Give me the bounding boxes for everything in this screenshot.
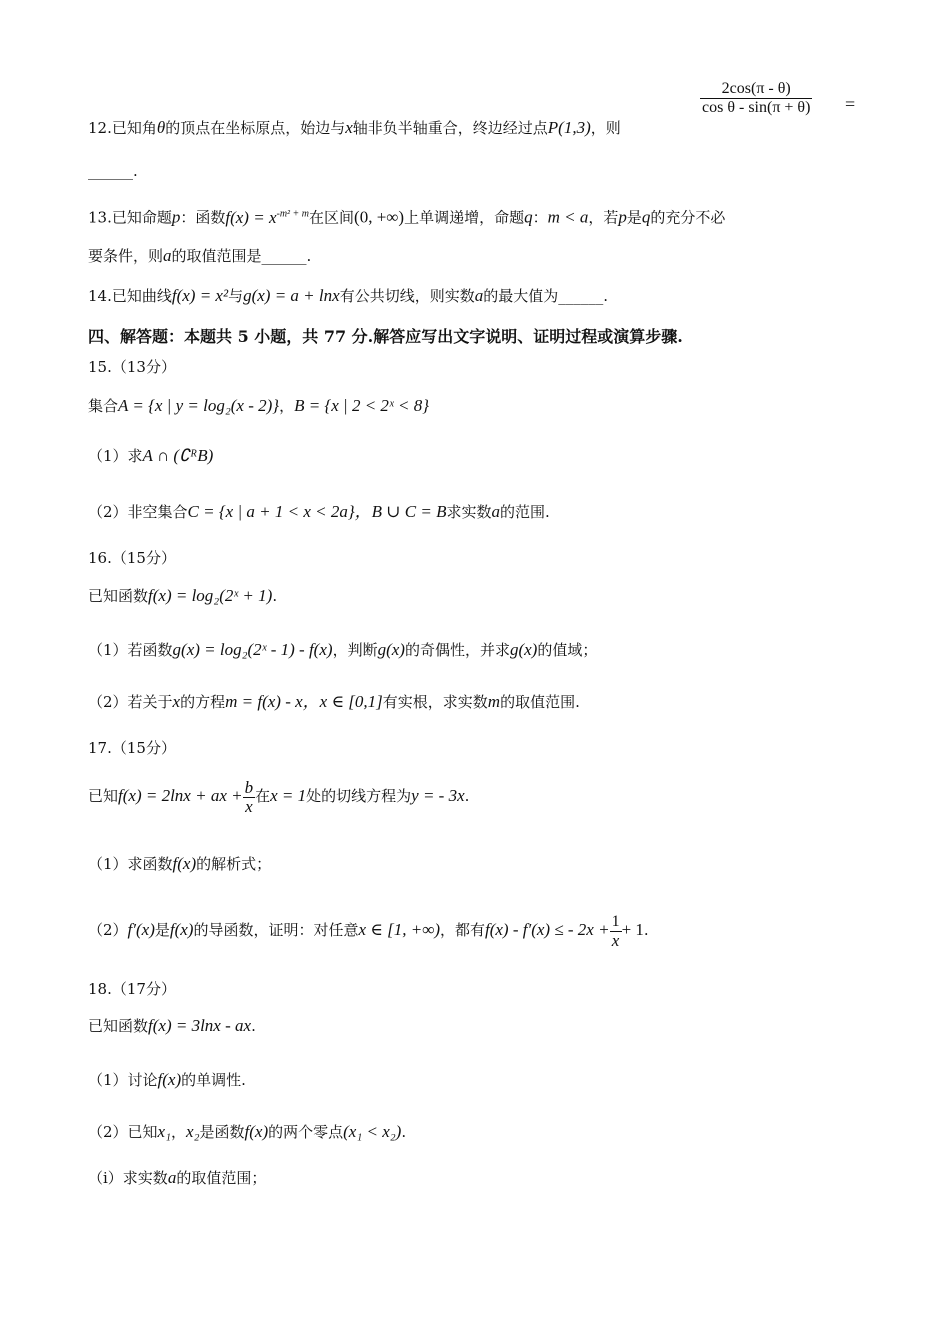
- q15-intro: [88, 396, 870, 416]
- q16-part1: [88, 640, 870, 660]
- q16-p2-range: ，x ∈ [0,1]: [302, 692, 383, 711]
- q18-intro-text: 已知函数: [88, 1017, 149, 1035]
- q17-p2-f: f(x): [169, 920, 194, 939]
- q16-p2-x: x: [172, 692, 181, 711]
- q18-p2-text: 是函数: [199, 1123, 245, 1141]
- q17-tangent: y = - 3x: [411, 786, 465, 805]
- q15-p2-cond: ，B ∪ C = B: [354, 502, 447, 521]
- q18-p2-f: f(x): [244, 1122, 269, 1141]
- q12-point: P(1,3): [547, 118, 591, 137]
- q17-x1: x = 1: [270, 786, 307, 805]
- q13-text-d: 上单调递增，命题: [404, 208, 525, 227]
- q13-line2-b: 的取值范围是______.: [171, 247, 312, 265]
- q17-p2-ineq: f(x) - f′(x) ≤ - 2x +: [485, 920, 610, 939]
- q15-part2: [88, 502, 870, 522]
- q13-p: p: [171, 207, 181, 227]
- q17-p2-text: 是: [154, 921, 170, 939]
- q17-intro-text: 已知: [88, 787, 119, 805]
- q16-p2-text: 的方程: [180, 693, 226, 711]
- q17-fraction: [243, 779, 256, 816]
- q14-f: f(x) = x²: [171, 286, 229, 305]
- q18-p2-text2: 的两个零点: [268, 1123, 344, 1141]
- q17-func: f(x) = 2lnx + ax +: [118, 786, 243, 805]
- q17-p2-text2: 的导函数，证明：对任意: [193, 921, 359, 939]
- q18-a: a: [167, 1168, 177, 1187]
- q14-a: a: [474, 286, 484, 305]
- q15-intro-text: 集合: [88, 397, 119, 415]
- q13-func-base: f(x) = x: [225, 207, 277, 227]
- q13-text-c: 在区间: [309, 208, 355, 227]
- q16-p2-end: 的取值范围.: [500, 693, 580, 711]
- q13-interval: (0, +∞): [354, 207, 405, 227]
- q13-q: q: [524, 207, 533, 227]
- q12-frac-num: 2cos(π - θ): [700, 80, 812, 99]
- q18-dot: .: [251, 1017, 256, 1035]
- q13-text-e: ：: [532, 208, 548, 227]
- q14-text-c: 有公共切线，则实数: [339, 287, 475, 305]
- q17-p1-f: f(x): [172, 854, 197, 873]
- q17-p1-end: 的解析式；: [196, 855, 272, 873]
- q16-func: f(x) = log₂(2ˣ + 1): [148, 586, 273, 605]
- q16-p1-text3: 的值域；: [537, 641, 598, 659]
- q16-p1-label: （1）若函数: [88, 641, 173, 659]
- q17-p1-label: （1）求函数: [88, 855, 173, 873]
- q13-line2-a: 要条件，则: [88, 247, 164, 265]
- q12-x: x: [345, 118, 353, 137]
- q14-g: g(x) = a + lnx: [243, 286, 340, 305]
- q16-intro: [88, 586, 870, 606]
- q18-sep: ，: [171, 1123, 187, 1141]
- q16-p2-eq: m = f(x) - x: [225, 692, 303, 711]
- q17-p2-frac-num: 1: [611, 912, 620, 930]
- q17-p2-frac-den: x: [611, 930, 620, 950]
- q17-p2-label: （2）: [88, 921, 128, 939]
- q15-header: 15.（13分）: [88, 358, 176, 376]
- q15-p2-end: 的范围.: [499, 503, 550, 521]
- q12-text-c: 轴非负半轴重合，终边经过点: [352, 119, 548, 137]
- q18-x1: x₁: [157, 1122, 172, 1141]
- q14-text-d: 的最大值为______.: [483, 287, 608, 305]
- q15-p2-text: 求实数: [446, 503, 492, 521]
- q17-p2-fraction: [610, 913, 622, 950]
- q15-p1-label: （1）求: [88, 447, 143, 465]
- q13-text-h: 的充分不必: [650, 208, 726, 227]
- q16-p1-text: ，判断: [332, 641, 378, 659]
- q13-text-g: 是: [626, 208, 642, 227]
- q12-line1: [88, 118, 870, 138]
- q17-text-b: 处的切线方程为: [306, 787, 412, 805]
- q13-func-exp: -m² + m: [276, 208, 310, 219]
- q17-frac-num: b: [244, 777, 254, 797]
- q16-p2-text2: 有实根，求实数: [382, 693, 488, 711]
- q17-text-at: 在: [255, 787, 271, 805]
- q16-p1-g3: g(x): [509, 640, 538, 659]
- q16-p1-g2: g(x): [377, 640, 405, 659]
- q18-pi-end: 的取值范围；: [176, 1169, 267, 1187]
- q12-equals: =: [845, 94, 856, 114]
- q16-part2: [88, 692, 870, 712]
- q18-p2-end: .: [401, 1123, 407, 1141]
- q17-header: 17.（15分）: [88, 739, 176, 757]
- q12-text: 12.已知角: [88, 119, 157, 137]
- q13-text-b: ：函数: [180, 208, 226, 227]
- q15-set-a: A = {x | y = log₂(x - 2)}: [118, 396, 280, 415]
- q14-line: [88, 286, 870, 306]
- q17-p2-plus: + 1: [621, 920, 644, 939]
- q13-line2: [88, 246, 870, 266]
- section-heading: 四、解答题：本题共 5 小题，共 77 分.解答应写出文字说明、证明过程或演算步骤.: [88, 327, 683, 346]
- q13-line1: [88, 204, 870, 228]
- q18-p1-f: f(x): [157, 1070, 182, 1089]
- q15-part1: [88, 446, 870, 466]
- q13-text-a: 13.已知命题: [88, 208, 172, 227]
- q18-intro: [88, 1016, 870, 1036]
- q17-part1: [88, 854, 870, 874]
- q18-p1-label: （1）讨论: [88, 1071, 158, 1089]
- q12-fraction: [700, 80, 812, 117]
- q17-p2-range: x ∈ [1, +∞): [358, 920, 440, 939]
- q15-p2-label: （2）非空集合: [88, 503, 188, 521]
- q18-p2-cond: (x₁ < x₂): [343, 1122, 402, 1141]
- q15-set-b: B = {x | 2 < 2ˣ < 8}: [294, 396, 429, 415]
- q18-p2-label: （2）已知: [88, 1123, 158, 1141]
- q18-func: f(x) = 3lnx - ax: [148, 1016, 252, 1035]
- q18-p1-end: 的单调性.: [181, 1071, 246, 1089]
- q17-part2: [88, 910, 870, 950]
- q12-text-b: 的顶点在坐标原点，始边与: [165, 119, 346, 137]
- q12-frac-den: cos θ - sin(π + θ): [702, 99, 811, 116]
- q16-dot: .: [272, 587, 278, 605]
- q13-p2: p: [618, 207, 627, 227]
- q14-text-b: 与: [228, 287, 244, 305]
- q16-p1-text2: 的奇偶性，并求: [404, 641, 510, 659]
- q18-header: 18.（17分）: [88, 980, 176, 998]
- q13-func: [225, 208, 309, 227]
- q16-p2-m: m: [487, 692, 501, 711]
- q13-q2: q: [641, 207, 651, 227]
- q16-p1-g: g(x) = log₂(2ˣ - 1) - f(x): [172, 640, 333, 659]
- q17-p2-end: .: [643, 921, 649, 939]
- q14-text-a: 14.已知曲线: [88, 287, 172, 305]
- q17-dot: .: [464, 787, 470, 805]
- q13-cond: m < a: [547, 207, 589, 227]
- q15-a: a: [491, 502, 500, 521]
- q18-x2: x₂: [186, 1122, 200, 1141]
- q13-text-f: ，若: [588, 208, 619, 227]
- q18-part1: [88, 1070, 870, 1090]
- q16-intro-text: 已知函数: [88, 587, 149, 605]
- q17-frac-den: x: [245, 796, 253, 816]
- q18-pi-label: （i）求实数: [88, 1169, 168, 1187]
- q18-part2: [88, 1122, 870, 1142]
- q13-a: a: [163, 246, 172, 265]
- q15-comma: ，: [279, 397, 295, 415]
- q17-intro: [88, 776, 870, 816]
- q17-p2-text3: ，都有: [439, 921, 485, 939]
- q18-part-i: [88, 1168, 870, 1188]
- q17-p2-fp: f′(x): [127, 920, 155, 939]
- q15-p2-set-c: C = {x | a + 1 < x < 2a}: [187, 502, 355, 521]
- q12-text-d: ，则: [590, 119, 621, 137]
- q16-p2-label: （2）若关于: [88, 693, 173, 711]
- q12-theta: θ: [156, 118, 166, 137]
- q16-header: 16.（15分）: [88, 549, 176, 567]
- q12-answer-blank: ______.: [88, 162, 138, 180]
- q15-p1-expr: A ∩ (∁ᴿB): [142, 446, 214, 465]
